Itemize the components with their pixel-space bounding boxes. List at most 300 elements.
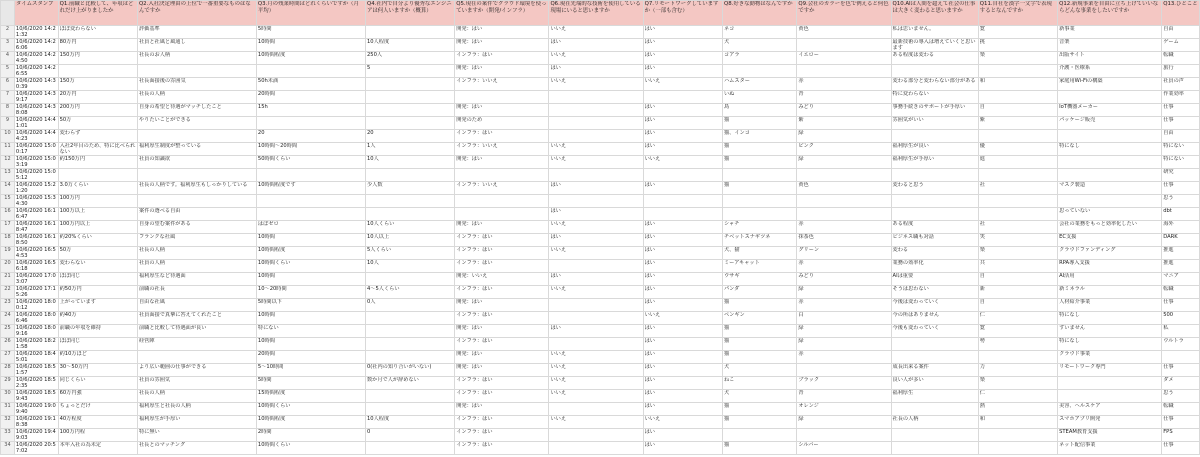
row-number[interactable]: 34: [1, 442, 15, 455]
table-cell[interactable]: 10/6/2020 16:54:53: [14, 247, 58, 260]
column-header[interactable]: Q5.現在の案件でクラウド環境を使っていますか（開発/インフラ）: [455, 1, 549, 26]
column-header[interactable]: Q13.ひとこと: [1162, 1, 1200, 26]
table-cell[interactable]: 5〜10時間: [256, 364, 365, 377]
table-cell[interactable]: [549, 260, 643, 273]
table-cell[interactable]: 寛: [978, 325, 1057, 338]
table-cell[interactable]: インフラ：はい: [455, 130, 549, 143]
table-cell[interactable]: 力: [978, 364, 1057, 377]
table-cell[interactable]: マスク製造: [1058, 182, 1162, 195]
row-number[interactable]: 17: [1, 221, 15, 234]
table-cell[interactable]: インフラ：いいえ: [455, 143, 549, 156]
table-cell[interactable]: [365, 91, 454, 104]
table-cell[interactable]: コアラ: [722, 52, 796, 65]
table-cell[interactable]: 10時間くらい: [256, 442, 365, 455]
table-cell[interactable]: はい: [643, 117, 722, 130]
table-cell[interactable]: 10/6/2020 15:00:17: [14, 143, 58, 156]
table-cell[interactable]: 開発のため: [455, 117, 549, 130]
table-cell[interactable]: ブラック: [797, 377, 891, 390]
table-cell[interactable]: 開発：はい: [455, 221, 549, 234]
table-cell[interactable]: 自由: [1162, 130, 1200, 143]
column-header[interactable]: Q7.リモートワークしていますか（一部も含む）: [643, 1, 722, 26]
table-cell[interactable]: はい: [643, 182, 722, 195]
table-cell[interactable]: いいえ: [549, 52, 643, 65]
row-number[interactable]: 5: [1, 65, 15, 78]
table-cell[interactable]: はい: [643, 26, 722, 39]
table-cell[interactable]: 特になし: [1058, 143, 1162, 156]
table-cell[interactable]: グリーン: [797, 247, 891, 260]
table-cell[interactable]: [722, 169, 796, 182]
table-cell[interactable]: 寛: [978, 26, 1057, 39]
table-cell[interactable]: 熱: [978, 403, 1057, 416]
table-cell[interactable]: [549, 104, 643, 117]
table-cell[interactable]: 10/6/2020 16:16:47: [14, 208, 58, 221]
table-cell[interactable]: 10人以上: [365, 234, 454, 247]
table-cell[interactable]: 赤: [797, 78, 891, 91]
table-cell[interactable]: 業務の効率化: [891, 260, 978, 273]
table-cell[interactable]: 数か月で人が辞めない: [365, 377, 454, 390]
table-cell[interactable]: [549, 442, 643, 455]
table-cell[interactable]: [365, 208, 454, 221]
table-cell[interactable]: 最新技術の導入は増えていくと思います: [891, 39, 978, 52]
table-cell[interactable]: 20時間: [256, 91, 365, 104]
table-cell[interactable]: 5: [365, 65, 454, 78]
table-cell[interactable]: 今後も変わっていく: [891, 325, 978, 338]
table-cell[interactable]: [549, 117, 643, 130]
table-cell[interactable]: 赤: [797, 351, 891, 364]
table-cell[interactable]: [137, 130, 256, 143]
table-cell[interactable]: AIは重要: [891, 273, 978, 286]
row-number[interactable]: 32: [1, 416, 15, 429]
table-cell[interactable]: はい: [549, 273, 643, 286]
table-cell[interactable]: はぼゼロ: [256, 221, 365, 234]
table-cell[interactable]: 10/6/2020 16:18:47: [14, 221, 58, 234]
table-cell[interactable]: 仕事: [1162, 364, 1200, 377]
table-cell[interactable]: 10時間程度: [256, 52, 365, 65]
table-cell[interactable]: 犬: [722, 390, 796, 403]
table-cell[interactable]: 250人: [365, 52, 454, 65]
table-cell[interactable]: はい: [643, 247, 722, 260]
table-cell[interactable]: DARK: [1162, 234, 1200, 247]
table-cell[interactable]: はい: [549, 325, 643, 338]
table-cell[interactable]: 150万: [58, 78, 137, 91]
table-cell[interactable]: [137, 169, 256, 182]
table-cell[interactable]: はい: [643, 273, 722, 286]
table-cell[interactable]: 60万円強: [58, 390, 137, 403]
table-cell[interactable]: 特になし: [1058, 338, 1162, 351]
table-cell[interactable]: 猫: [722, 442, 796, 455]
table-cell[interactable]: ピンク: [797, 143, 891, 156]
row-number[interactable]: 19: [1, 247, 15, 260]
table-cell[interactable]: 10/6/2020 16:56:18: [14, 260, 58, 273]
table-cell[interactable]: ある程度: [891, 221, 978, 234]
table-cell[interactable]: [978, 208, 1057, 221]
table-cell[interactable]: インフラ：はい: [455, 286, 549, 299]
table-cell[interactable]: 10/6/2020 14:30:39: [14, 78, 58, 91]
table-cell[interactable]: 介護・医療系: [1058, 65, 1162, 78]
column-header[interactable]: Q8.好きな動物はなんですか: [722, 1, 796, 26]
table-cell[interactable]: はい: [643, 130, 722, 143]
table-cell[interactable]: はい: [643, 52, 722, 65]
table-cell[interactable]: 10人程度: [365, 416, 454, 429]
table-cell[interactable]: いいえ: [549, 377, 643, 390]
table-cell[interactable]: [365, 104, 454, 117]
table-cell[interactable]: 勢: [978, 338, 1057, 351]
table-cell[interactable]: [365, 169, 454, 182]
table-cell[interactable]: 思っていない: [1058, 208, 1162, 221]
table-cell[interactable]: やりたいことができる: [137, 117, 256, 130]
table-cell[interactable]: [797, 429, 891, 442]
table-cell[interactable]: 100万円程: [58, 429, 137, 442]
table-cell[interactable]: 黄色: [797, 26, 891, 39]
table-cell[interactable]: [1058, 195, 1162, 208]
row-number[interactable]: 20: [1, 260, 15, 273]
table-cell[interactable]: [797, 364, 891, 377]
table-cell[interactable]: [978, 65, 1057, 78]
table-cell[interactable]: 社長とのマッチング: [137, 442, 256, 455]
table-cell[interactable]: AI活用: [1058, 273, 1162, 286]
table-cell[interactable]: はい: [643, 338, 722, 351]
table-cell[interactable]: [978, 351, 1057, 364]
table-cell[interactable]: 変わる: [891, 247, 978, 260]
table-cell[interactable]: 新ミネラル: [1058, 286, 1162, 299]
table-cell[interactable]: いいえ: [549, 78, 643, 91]
table-cell[interactable]: パッケージ販売: [1058, 117, 1162, 130]
table-cell[interactable]: 家庭用Wi-Fiの構築: [1058, 78, 1162, 91]
table-cell[interactable]: 本年入社の為未定: [58, 442, 137, 455]
table-cell[interactable]: 100万円以上: [58, 221, 137, 234]
table-cell[interactable]: 笑: [978, 234, 1057, 247]
table-cell[interactable]: [455, 195, 549, 208]
table-cell[interactable]: 10時間〜20時間: [256, 143, 365, 156]
table-cell[interactable]: 人材紹介事業: [1058, 299, 1162, 312]
table-cell[interactable]: [549, 195, 643, 208]
table-cell[interactable]: 新事業: [1058, 26, 1162, 39]
table-cell[interactable]: 150万円: [58, 52, 137, 65]
row-number[interactable]: 14: [1, 182, 15, 195]
table-cell[interactable]: 変わらず: [58, 130, 137, 143]
table-cell[interactable]: 優: [978, 143, 1057, 156]
table-cell[interactable]: 雰囲気がいい: [891, 117, 978, 130]
table-cell[interactable]: [256, 65, 365, 78]
table-cell[interactable]: EC支援: [1058, 234, 1162, 247]
table-cell[interactable]: FPS: [1162, 429, 1200, 442]
table-cell[interactable]: [797, 169, 891, 182]
table-cell[interactable]: 評価基準: [137, 26, 256, 39]
table-cell[interactable]: 紫: [797, 117, 891, 130]
table-cell[interactable]: 10〜20時間: [256, 286, 365, 299]
table-cell[interactable]: 犬、猫: [722, 247, 796, 260]
table-cell[interactable]: 20万円: [58, 91, 137, 104]
table-cell[interactable]: 赤: [797, 299, 891, 312]
table-cell[interactable]: 猫: [722, 403, 796, 416]
row-number[interactable]: 23: [1, 299, 15, 312]
table-cell[interactable]: 変わらない: [58, 260, 137, 273]
table-cell[interactable]: はい: [643, 429, 722, 442]
table-cell[interactable]: [365, 390, 454, 403]
column-header[interactable]: Q11.自社を漢字一文字で表現するとなんですか: [978, 1, 1057, 26]
table-cell[interactable]: ダメ: [1162, 377, 1200, 390]
table-cell[interactable]: いいえ: [549, 156, 643, 169]
table-cell[interactable]: 私は思いません。: [891, 26, 978, 39]
table-cell[interactable]: [1058, 130, 1162, 143]
table-cell[interactable]: 自身の望む案件がある: [137, 221, 256, 234]
table-cell[interactable]: 緑: [797, 325, 891, 338]
table-cell[interactable]: [891, 208, 978, 221]
table-cell[interactable]: 和: [978, 416, 1057, 429]
row-number[interactable]: 8: [1, 104, 15, 117]
table-cell[interactable]: はい: [549, 208, 643, 221]
table-cell[interactable]: 40万程度: [58, 416, 137, 429]
table-cell[interactable]: 社長の人柄です。福利厚生もしっかりしている: [137, 182, 256, 195]
table-cell[interactable]: 良い人が多い: [891, 377, 978, 390]
table-cell[interactable]: 50万: [58, 117, 137, 130]
table-cell[interactable]: [256, 195, 365, 208]
row-number[interactable]: 18: [1, 234, 15, 247]
table-cell[interactable]: 開発：はい: [455, 351, 549, 364]
table-cell[interactable]: 10/6/2020 18:09:16: [14, 325, 58, 338]
table-cell[interactable]: 進: [978, 156, 1057, 169]
table-cell[interactable]: 猫: [722, 338, 796, 351]
table-cell[interactable]: [978, 442, 1057, 455]
table-cell[interactable]: 10時間: [256, 338, 365, 351]
table-cell[interactable]: 楽: [978, 52, 1057, 65]
table-cell[interactable]: 50h未満: [256, 78, 365, 91]
table-cell[interactable]: 仕事: [1162, 416, 1200, 429]
table-cell[interactable]: 自由な社風: [137, 299, 256, 312]
table-cell[interactable]: ペンギン: [722, 312, 796, 325]
table-cell[interactable]: ある程度は変わる: [891, 52, 978, 65]
row-number[interactable]: 13: [1, 169, 15, 182]
table-cell[interactable]: 社員面接で真摯に答えてくれたこと: [137, 312, 256, 325]
table-cell[interactable]: 前職と比較して待遇面が良い: [137, 325, 256, 338]
table-cell[interactable]: はい: [643, 325, 722, 338]
table-cell[interactable]: 10/6/2020 15:05:12: [14, 169, 58, 182]
table-cell[interactable]: 白: [797, 312, 891, 325]
table-cell[interactable]: [455, 208, 549, 221]
table-cell[interactable]: インフラ：はい: [455, 429, 549, 442]
table-cell[interactable]: シャチ: [722, 221, 796, 234]
table-cell[interactable]: 推進: [1162, 260, 1200, 273]
table-cell[interactable]: インフラ：はい: [455, 234, 549, 247]
table-cell[interactable]: そうは思わない: [891, 286, 978, 299]
table-cell[interactable]: すいません: [1058, 325, 1162, 338]
table-cell[interactable]: 和: [978, 78, 1057, 91]
table-cell[interactable]: 1人: [365, 143, 454, 156]
table-cell[interactable]: 犬: [722, 39, 796, 52]
table-cell[interactable]: 自: [978, 104, 1057, 117]
table-cell[interactable]: インフラ：はい: [455, 247, 549, 260]
table-cell[interactable]: 開発：はい: [455, 104, 549, 117]
table-cell[interactable]: 社長の人柄: [137, 247, 256, 260]
table-cell[interactable]: 案件の選べる自由: [137, 208, 256, 221]
table-cell[interactable]: [549, 91, 643, 104]
table-cell[interactable]: はい: [643, 221, 722, 234]
table-cell[interactable]: STEAM教育支援: [1058, 429, 1162, 442]
table-cell[interactable]: [256, 169, 365, 182]
table-cell[interactable]: 新: [978, 286, 1057, 299]
table-cell[interactable]: はい: [549, 234, 643, 247]
table-cell[interactable]: [891, 169, 978, 182]
table-cell[interactable]: 10/6/2020 18:06:46: [14, 312, 58, 325]
table-cell[interactable]: 2時間: [256, 429, 365, 442]
table-cell[interactable]: [722, 429, 796, 442]
table-cell[interactable]: 20時間: [256, 351, 365, 364]
table-cell[interactable]: 15時間程度: [256, 390, 365, 403]
table-cell[interactable]: [455, 91, 549, 104]
table-cell[interactable]: 5時間以下: [256, 299, 365, 312]
table-cell[interactable]: ネコ: [722, 26, 796, 39]
table-cell[interactable]: 10人くらい: [365, 221, 454, 234]
table-cell[interactable]: 緑: [797, 286, 891, 299]
table-cell[interactable]: 研究: [1162, 169, 1200, 182]
table-cell[interactable]: 10/6/2020 20:57:02: [14, 442, 58, 455]
table-cell[interactable]: 開発：いいえ: [455, 273, 549, 286]
table-cell[interactable]: 仕事: [1162, 104, 1200, 117]
table-cell[interactable]: はい: [643, 299, 722, 312]
table-cell[interactable]: フランクな社風: [137, 234, 256, 247]
table-cell[interactable]: 10/6/2020 18:51:57: [14, 364, 58, 377]
table-cell[interactable]: パンダ: [722, 286, 796, 299]
table-cell[interactable]: 10/6/2020 19:09:40: [14, 403, 58, 416]
table-cell[interactable]: インフラ：はい: [455, 377, 549, 390]
table-cell[interactable]: 出版サイト: [1058, 52, 1162, 65]
table-cell[interactable]: 特にない: [256, 325, 365, 338]
row-number[interactable]: 26: [1, 338, 15, 351]
table-cell[interactable]: 10/6/2020 14:44:23: [14, 130, 58, 143]
row-number[interactable]: 27: [1, 351, 15, 364]
table-cell[interactable]: [891, 195, 978, 208]
column-header[interactable]: Q2.入社決定理由の上位で一番重要なものはなんですか: [137, 1, 256, 26]
table-cell[interactable]: 自由: [1162, 26, 1200, 39]
table-cell[interactable]: いいえ: [643, 78, 722, 91]
table-cell[interactable]: 10/6/2020 14:21:32: [14, 26, 58, 39]
table-cell[interactable]: 10/6/2020 18:21:58: [14, 338, 58, 351]
table-cell[interactable]: 10/6/2020 14:26:06: [14, 39, 58, 52]
row-number[interactable]: 12: [1, 156, 15, 169]
table-cell[interactable]: 10/6/2020 17:15:26: [14, 286, 58, 299]
table-cell[interactable]: リモートワーク専門: [1058, 364, 1162, 377]
table-cell[interactable]: インフラ：はい: [455, 442, 549, 455]
table-cell[interactable]: イエロー: [797, 52, 891, 65]
table-cell[interactable]: 社員の知識欲: [137, 156, 256, 169]
table-cell[interactable]: インフラ：はい: [455, 260, 549, 273]
table-cell[interactable]: 仕事: [1162, 299, 1200, 312]
table-cell[interactable]: 転職: [1162, 286, 1200, 299]
table-cell[interactable]: いいえ: [643, 156, 722, 169]
column-header[interactable]: Q1.前職と比較して、年収はどれだけ上がりましたか: [58, 1, 137, 26]
table-cell[interactable]: 紫: [978, 117, 1057, 130]
table-cell[interactable]: [365, 325, 454, 338]
table-cell[interactable]: 猫: [722, 156, 796, 169]
table-cell[interactable]: 10/6/2020 14:39:17: [14, 91, 58, 104]
table-cell[interactable]: ちょっとだけ: [58, 403, 137, 416]
table-cell[interactable]: 自: [978, 299, 1057, 312]
table-cell[interactable]: [455, 169, 549, 182]
table-cell[interactable]: 青: [797, 390, 891, 403]
table-cell[interactable]: 開発：はい: [455, 364, 549, 377]
table-cell[interactable]: はい: [549, 65, 643, 78]
table-cell[interactable]: マニア: [1162, 273, 1200, 286]
table-cell[interactable]: 福利厚生が良い: [891, 143, 978, 156]
table-cell[interactable]: [549, 169, 643, 182]
table-cell[interactable]: 10/6/2020 18:00:12: [14, 299, 58, 312]
table-cell[interactable]: [891, 351, 978, 364]
table-cell[interactable]: [722, 208, 796, 221]
table-cell[interactable]: [891, 442, 978, 455]
table-cell[interactable]: 猫: [722, 182, 796, 195]
table-cell[interactable]: [137, 351, 256, 364]
table-cell[interactable]: [58, 169, 137, 182]
table-cell[interactable]: ウサギ: [722, 273, 796, 286]
row-number[interactable]: 7: [1, 91, 15, 104]
table-cell[interactable]: 推進: [1162, 247, 1200, 260]
table-cell[interactable]: オレンジ: [797, 403, 891, 416]
table-cell[interactable]: 猫: [722, 325, 796, 338]
table-cell[interactable]: インフラ：はい: [455, 416, 549, 429]
table-cell[interactable]: 5時間: [256, 377, 365, 390]
table-cell[interactable]: 80万円: [58, 39, 137, 52]
table-cell[interactable]: いいえ: [549, 390, 643, 403]
table-cell[interactable]: [549, 338, 643, 351]
table-cell[interactable]: 猫: [722, 416, 796, 429]
table-cell[interactable]: 音楽: [1058, 39, 1162, 52]
table-cell[interactable]: [365, 312, 454, 325]
table-cell[interactable]: 0人: [365, 299, 454, 312]
row-number[interactable]: 21: [1, 273, 15, 286]
table-cell[interactable]: [365, 78, 454, 91]
table-cell[interactable]: 10/6/2020 18:52:35: [14, 377, 58, 390]
table-cell[interactable]: [256, 117, 365, 130]
table-cell[interactable]: 10時間: [256, 273, 365, 286]
table-cell[interactable]: [1058, 156, 1162, 169]
table-cell[interactable]: [549, 429, 643, 442]
table-cell[interactable]: はい: [643, 403, 722, 416]
table-cell[interactable]: ほぼ同じ: [58, 273, 137, 286]
table-cell[interactable]: [643, 195, 722, 208]
table-cell[interactable]: 福利厚生制度が整っている: [137, 143, 256, 156]
table-cell[interactable]: 福利厚生: [891, 390, 978, 403]
table-cell[interactable]: 10/6/2020 17:03:07: [14, 273, 58, 286]
table-cell[interactable]: 社長のお人柄: [137, 52, 256, 65]
row-number[interactable]: 22: [1, 286, 15, 299]
table-cell[interactable]: 100万円: [58, 195, 137, 208]
table-cell[interactable]: 30〜50万円: [58, 364, 137, 377]
table-cell[interactable]: いいえ: [643, 312, 722, 325]
table-cell[interactable]: [137, 195, 256, 208]
table-cell[interactable]: はい: [643, 234, 722, 247]
table-cell[interactable]: 仁: [978, 312, 1057, 325]
table-cell[interactable]: いいえ: [549, 143, 643, 156]
table-cell[interactable]: 猫: [722, 351, 796, 364]
table-cell[interactable]: 楽: [978, 377, 1057, 390]
table-cell[interactable]: 緑: [797, 338, 891, 351]
table-cell[interactable]: 上がっています: [58, 299, 137, 312]
table-cell[interactable]: 福利厚生が手厚い: [137, 416, 256, 429]
table-cell[interactable]: [722, 195, 796, 208]
table-cell[interactable]: 10時間程度です: [256, 182, 365, 195]
table-cell[interactable]: 社長の人柄: [891, 416, 978, 429]
table-cell[interactable]: 開発：はい: [455, 325, 549, 338]
table-cell[interactable]: インフラ：はい: [455, 390, 549, 403]
table-cell[interactable]: 社長の人柄: [137, 390, 256, 403]
table-cell[interactable]: 変わる部分と変わらない部分がある: [891, 78, 978, 91]
table-cell[interactable]: 10/6/2020 16:18:50: [14, 234, 58, 247]
table-cell[interactable]: 挑: [978, 39, 1057, 52]
table-cell[interactable]: 10/6/2020 14:41:01: [14, 117, 58, 130]
table-cell[interactable]: 10/6/2020 14:26:55: [14, 65, 58, 78]
table-cell[interactable]: 100万以上: [58, 208, 137, 221]
table-cell[interactable]: 20: [256, 130, 365, 143]
